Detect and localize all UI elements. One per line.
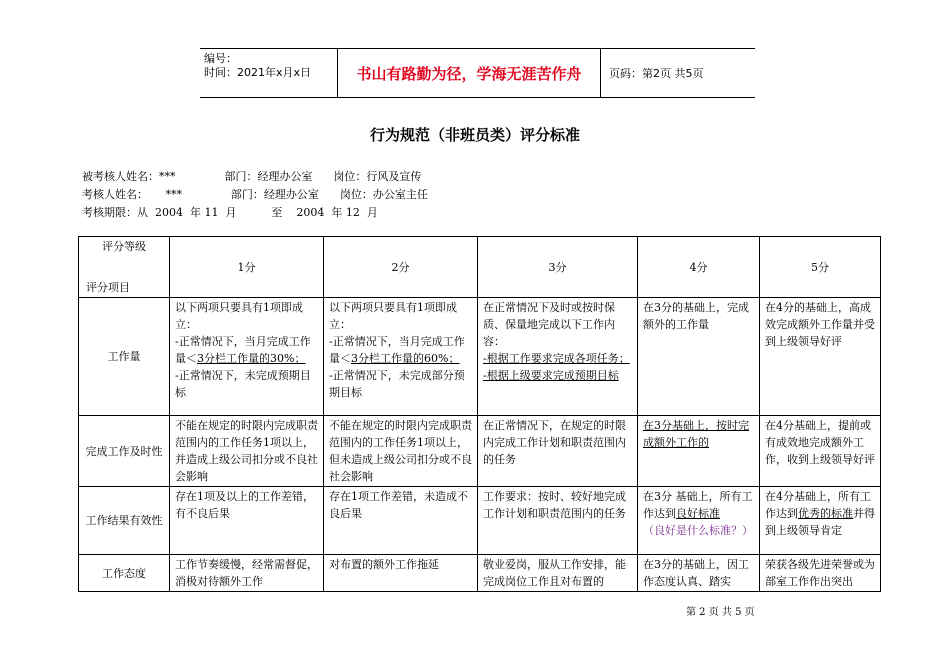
level-header: 3分 <box>478 237 638 298</box>
page-footer: 第 2 页 共 5 页 <box>686 607 755 618</box>
table-cell: 存在1项及以上的工作差错，有不良后果 <box>170 487 324 555</box>
table-row <box>79 298 881 416</box>
header-motto: 书山有路勤为径，学海无涯苦作舟 <box>338 49 601 97</box>
table-cell: 荣获各级先进荣誉或为部室工作作出突出 <box>760 555 881 592</box>
table-cell: 以下两项只要具有1项即成立： -正常情况下，当月完成工作量＜3分栏工作量的60%； -正常情况下，未完成部分预期目标 <box>324 298 478 416</box>
table-cell: 在3分 基础上，所有工作达到良好标准 （良好是什么标准？） <box>638 487 760 555</box>
number-label: 编号： <box>204 52 237 65</box>
row-item-label: 工作态度 <box>79 555 170 592</box>
time-label: 时间：2021年x月x日 <box>204 66 312 79</box>
question-note: （良好是什么标准？） <box>643 524 753 537</box>
table-row <box>79 487 881 555</box>
level-header: 2分 <box>324 237 478 298</box>
corner-cell <box>79 237 170 298</box>
level-header: 1分 <box>170 237 324 298</box>
table-cell: 不能在规定的时限内完成职责范围内的工作任务1项以上，但未造成上级公司扣分或不良社会影响 <box>324 416 478 487</box>
table-cell: 敬业爱岗，服从工作安排，能完成岗位工作且对布置的 <box>478 555 638 592</box>
table-cell: 在正常情况下，在规定的时限内完成工作计划和职责范围内的任务 <box>478 416 638 487</box>
scoring-table <box>78 236 881 592</box>
level-header: 4分 <box>638 237 760 298</box>
table-header-row <box>79 237 881 298</box>
page-header <box>200 48 755 98</box>
row-item-label: 完成工作及时性 <box>79 416 170 487</box>
level-header: 5分 <box>760 237 881 298</box>
table-cell: 工作要求：按时、较好地完成工作计划和职责范围内的任务 <box>478 487 638 555</box>
table-cell: 工作节奏缓慢，经常需督促，消极对待额外工作 <box>170 555 324 592</box>
table-cell: 在3分的基础上，完成额外的工作量 <box>638 298 760 416</box>
info-line-period: 考核期限：从 2004 年 11 月 至 2004 年 12 月 <box>82 206 378 219</box>
table-row <box>79 555 881 592</box>
table-cell: 在3分基础上，按时完成额外工作的 <box>638 416 760 487</box>
page-number-label: 页码：第2页 共5页 <box>609 67 704 80</box>
table-cell: 在4分基础上，提前或有成效地完成额外工作，收到上级领导好评 <box>760 416 881 487</box>
table-cell: 在4分基础上，所有工作达到优秀的标准并得到上级领导肯定 <box>760 487 881 555</box>
table-cell: 不能在规定的时限内完成职责范围内的工作任务1项以上，并造成上级公司扣分或不良社会影响 <box>170 416 324 487</box>
info-line-assessor: 考核人姓名： *** 部门：经理办公室 岗位：办公室主任 <box>82 188 428 201</box>
table-cell: 在4分的基础上，高成效完成额外工作量并受到上级领导好评 <box>760 298 881 416</box>
info-line-assessee: 被考核人姓名：*** 部门：经理办公室 岗位：行风及宣传 <box>82 170 422 183</box>
table-cell: 以下两项只要具有1项即成立： -正常情况下，当月完成工作量＜3分栏工作量的30%； -正常情况下，未完成预期目标 <box>170 298 324 416</box>
corner-label-level: 评分等级 <box>102 240 146 253</box>
table-cell: 在正常情况下及时或按时保质、保量地完成以下工作内容： -根据工作要求完成各项任务； -根据上级要求完成预期目标 <box>478 298 638 416</box>
table-cell: 存在1项工作差错，未造成不良后果 <box>324 487 478 555</box>
table-row <box>79 416 881 487</box>
corner-label-item: 评分项目 <box>86 281 130 294</box>
row-item-label: 工作结果有效性 <box>79 487 170 555</box>
header-meta <box>200 49 338 97</box>
document-title: 行为规范（非班员类）评分标准 <box>369 126 580 144</box>
table-cell: 对布置的额外工作拖延 <box>324 555 478 592</box>
table-cell: 在3分的基础上，因工作态度认真、踏实 <box>638 555 760 592</box>
row-item-label: 工作量 <box>79 298 170 416</box>
